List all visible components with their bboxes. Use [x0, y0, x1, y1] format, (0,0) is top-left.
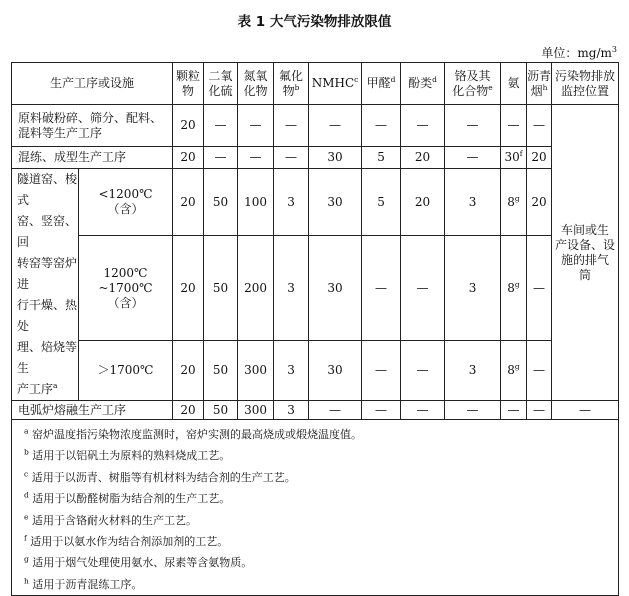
value-cell: 3 — [445, 236, 501, 341]
value-cell: 300 — [238, 401, 274, 420]
header-formaldehyde: 甲醛$^d$ — [362, 63, 401, 105]
table-row — [12, 169, 619, 236]
value-cell: 50 — [204, 236, 238, 341]
value-cell: 5 — [362, 147, 401, 169]
header-hf: 氟化 物$^b$ — [274, 63, 309, 105]
value-cell: 3 — [274, 169, 309, 236]
value-cell: 30 — [309, 147, 362, 169]
value-cell: — — [501, 401, 527, 420]
table-row — [12, 236, 619, 341]
value-cell: 20 — [173, 169, 204, 236]
value-cell: 30 — [309, 236, 362, 341]
value-cell: — — [309, 401, 362, 420]
value-cell: 20 — [173, 105, 204, 147]
value-cell: 3 — [274, 341, 309, 401]
header-chromium: 铬及其 化合物$^e$ — [445, 63, 501, 105]
value-cell: — — [362, 401, 401, 420]
value-cell: 50 — [204, 401, 238, 420]
footnote: $^b$ 适用于以铝矾土为原料的熟料烧成工艺。 — [24, 447, 231, 463]
table-row — [12, 147, 619, 169]
value-cell: 3 — [445, 169, 501, 236]
notes-row — [12, 420, 619, 596]
value-cell: — — [445, 401, 501, 420]
process-cell: 原料破粉碎、筛分、配料、 混料等生产工序 — [12, 105, 173, 147]
footnote: $^e$ 适用于含铬耐火材料的生产工艺。 — [24, 511, 197, 527]
value-cell: — — [401, 105, 445, 147]
value-cell: — — [274, 147, 309, 169]
header-asphalt: 沥青 烟$^h$ — [527, 63, 552, 105]
table-row — [12, 401, 619, 420]
value-cell: 5 — [362, 169, 401, 236]
value-cell: 3 — [274, 401, 309, 420]
footnote: $^f$ 适用于以氨水作为结合剂添加剂的工艺。 — [24, 533, 229, 549]
value-cell: 300 — [238, 341, 274, 401]
value-cell: — — [309, 105, 362, 147]
value-cell: 20 — [527, 169, 552, 236]
value-cell: — — [274, 105, 309, 147]
header-row — [12, 63, 619, 105]
value-cell: — — [204, 105, 238, 147]
value-cell: — — [552, 401, 619, 420]
value-cell: 50 — [204, 169, 238, 236]
ammonia-cell: 8$^g$ — [501, 236, 527, 341]
value-cell: — — [445, 105, 501, 147]
header-nmhc: NMHC$^c$ — [309, 63, 362, 105]
value-cell: — — [527, 341, 552, 401]
value-cell: 20 — [401, 169, 445, 236]
value-cell: 20 — [173, 236, 204, 341]
value-cell: — — [238, 105, 274, 147]
temp-cell: 1200℃ ~1700℃ （含） — [79, 236, 173, 341]
footnotes — [12, 420, 619, 596]
value-cell: 100 — [238, 169, 274, 236]
footnote: $^h$ 适用于沥青混练工序。 — [24, 576, 143, 591]
header-pm: 颗粒 物 — [173, 63, 204, 105]
temp-cell: <1200℃ （含） — [79, 169, 173, 236]
value-cell: — — [362, 341, 401, 401]
value-cell: — — [401, 341, 445, 401]
value-cell: — — [401, 401, 445, 420]
value-cell: 50 — [204, 341, 238, 401]
value-cell: 30 — [309, 169, 362, 236]
temp-cell: ＞1700℃ — [79, 341, 173, 401]
unit-text: 单位：mg/m — [541, 46, 612, 60]
table-row — [12, 341, 619, 401]
value-cell: 30 — [309, 341, 362, 401]
ammonia-cell: 30$^f$ — [501, 147, 527, 169]
table-row — [12, 105, 619, 147]
value-cell: — — [362, 105, 401, 147]
ammonia-cell: 8$^g$ — [501, 169, 527, 236]
value-cell: 20 — [173, 401, 204, 420]
table-title: 表 1 大气污染物排放限值 — [237, 14, 392, 30]
value-cell: — — [204, 147, 238, 169]
value-cell: — — [501, 105, 527, 147]
value-cell: — — [401, 236, 445, 341]
value-cell: — — [362, 236, 401, 341]
value-cell: 20 — [173, 147, 204, 169]
value-cell: — — [238, 147, 274, 169]
kiln-process-cell: 隧道窑、梭式 窑、竖窑、回 转窑等窑炉进 行干燥、热处 理、焙烧等生 产工序$^a$ — [12, 169, 79, 401]
value-cell: — — [527, 401, 552, 420]
header-so2: 二氧 化硫 — [204, 63, 238, 105]
value-cell: — — [445, 147, 501, 169]
value-cell: 20 — [401, 147, 445, 169]
footnote: $^a$ 窑炉温度指污染物浓度监测时，窑炉实测的最高烧成或煅烧温度值。 — [24, 426, 362, 441]
monitor-location-cell: 车间或生 产设备、设 施的排气 筒 — [552, 105, 619, 401]
value-cell: 3 — [445, 341, 501, 401]
value-cell: — — [527, 105, 552, 147]
footnote: $^d$ 适用于以酚醛树脂为结合剂的生产工艺。 — [24, 490, 231, 506]
ammonia-cell: 8$^g$ — [501, 341, 527, 401]
header-monitor: 污染物排放 监控位置 — [552, 63, 619, 105]
header-phenols: 酚类$^d$ — [401, 63, 445, 105]
unit-exponent: 3 — [611, 45, 617, 54]
process-cell: 混练、成型生产工序 — [12, 147, 173, 169]
header-process: 生产工序或设施 — [12, 63, 173, 105]
unit-label — [541, 44, 617, 61]
footnote: $^c$ 适用于以沥青、树脂等有机材料为结合剂的生产工艺。 — [24, 469, 296, 484]
header-ammonia: 氨 — [501, 63, 527, 105]
footnote: $^g$ 适用于烟气处理使用氨水、尿素等含氨物质。 — [24, 554, 253, 570]
value-cell: — — [527, 236, 552, 341]
emission-limits-table — [11, 62, 619, 596]
value-cell: 200 — [238, 236, 274, 341]
value-cell: 20 — [173, 341, 204, 401]
value-cell: 20 — [527, 147, 552, 169]
process-cell: 电弧炉熔融生产工序 — [12, 401, 173, 420]
header-nox: 氮氧 化物 — [238, 63, 274, 105]
value-cell: 3 — [274, 236, 309, 341]
